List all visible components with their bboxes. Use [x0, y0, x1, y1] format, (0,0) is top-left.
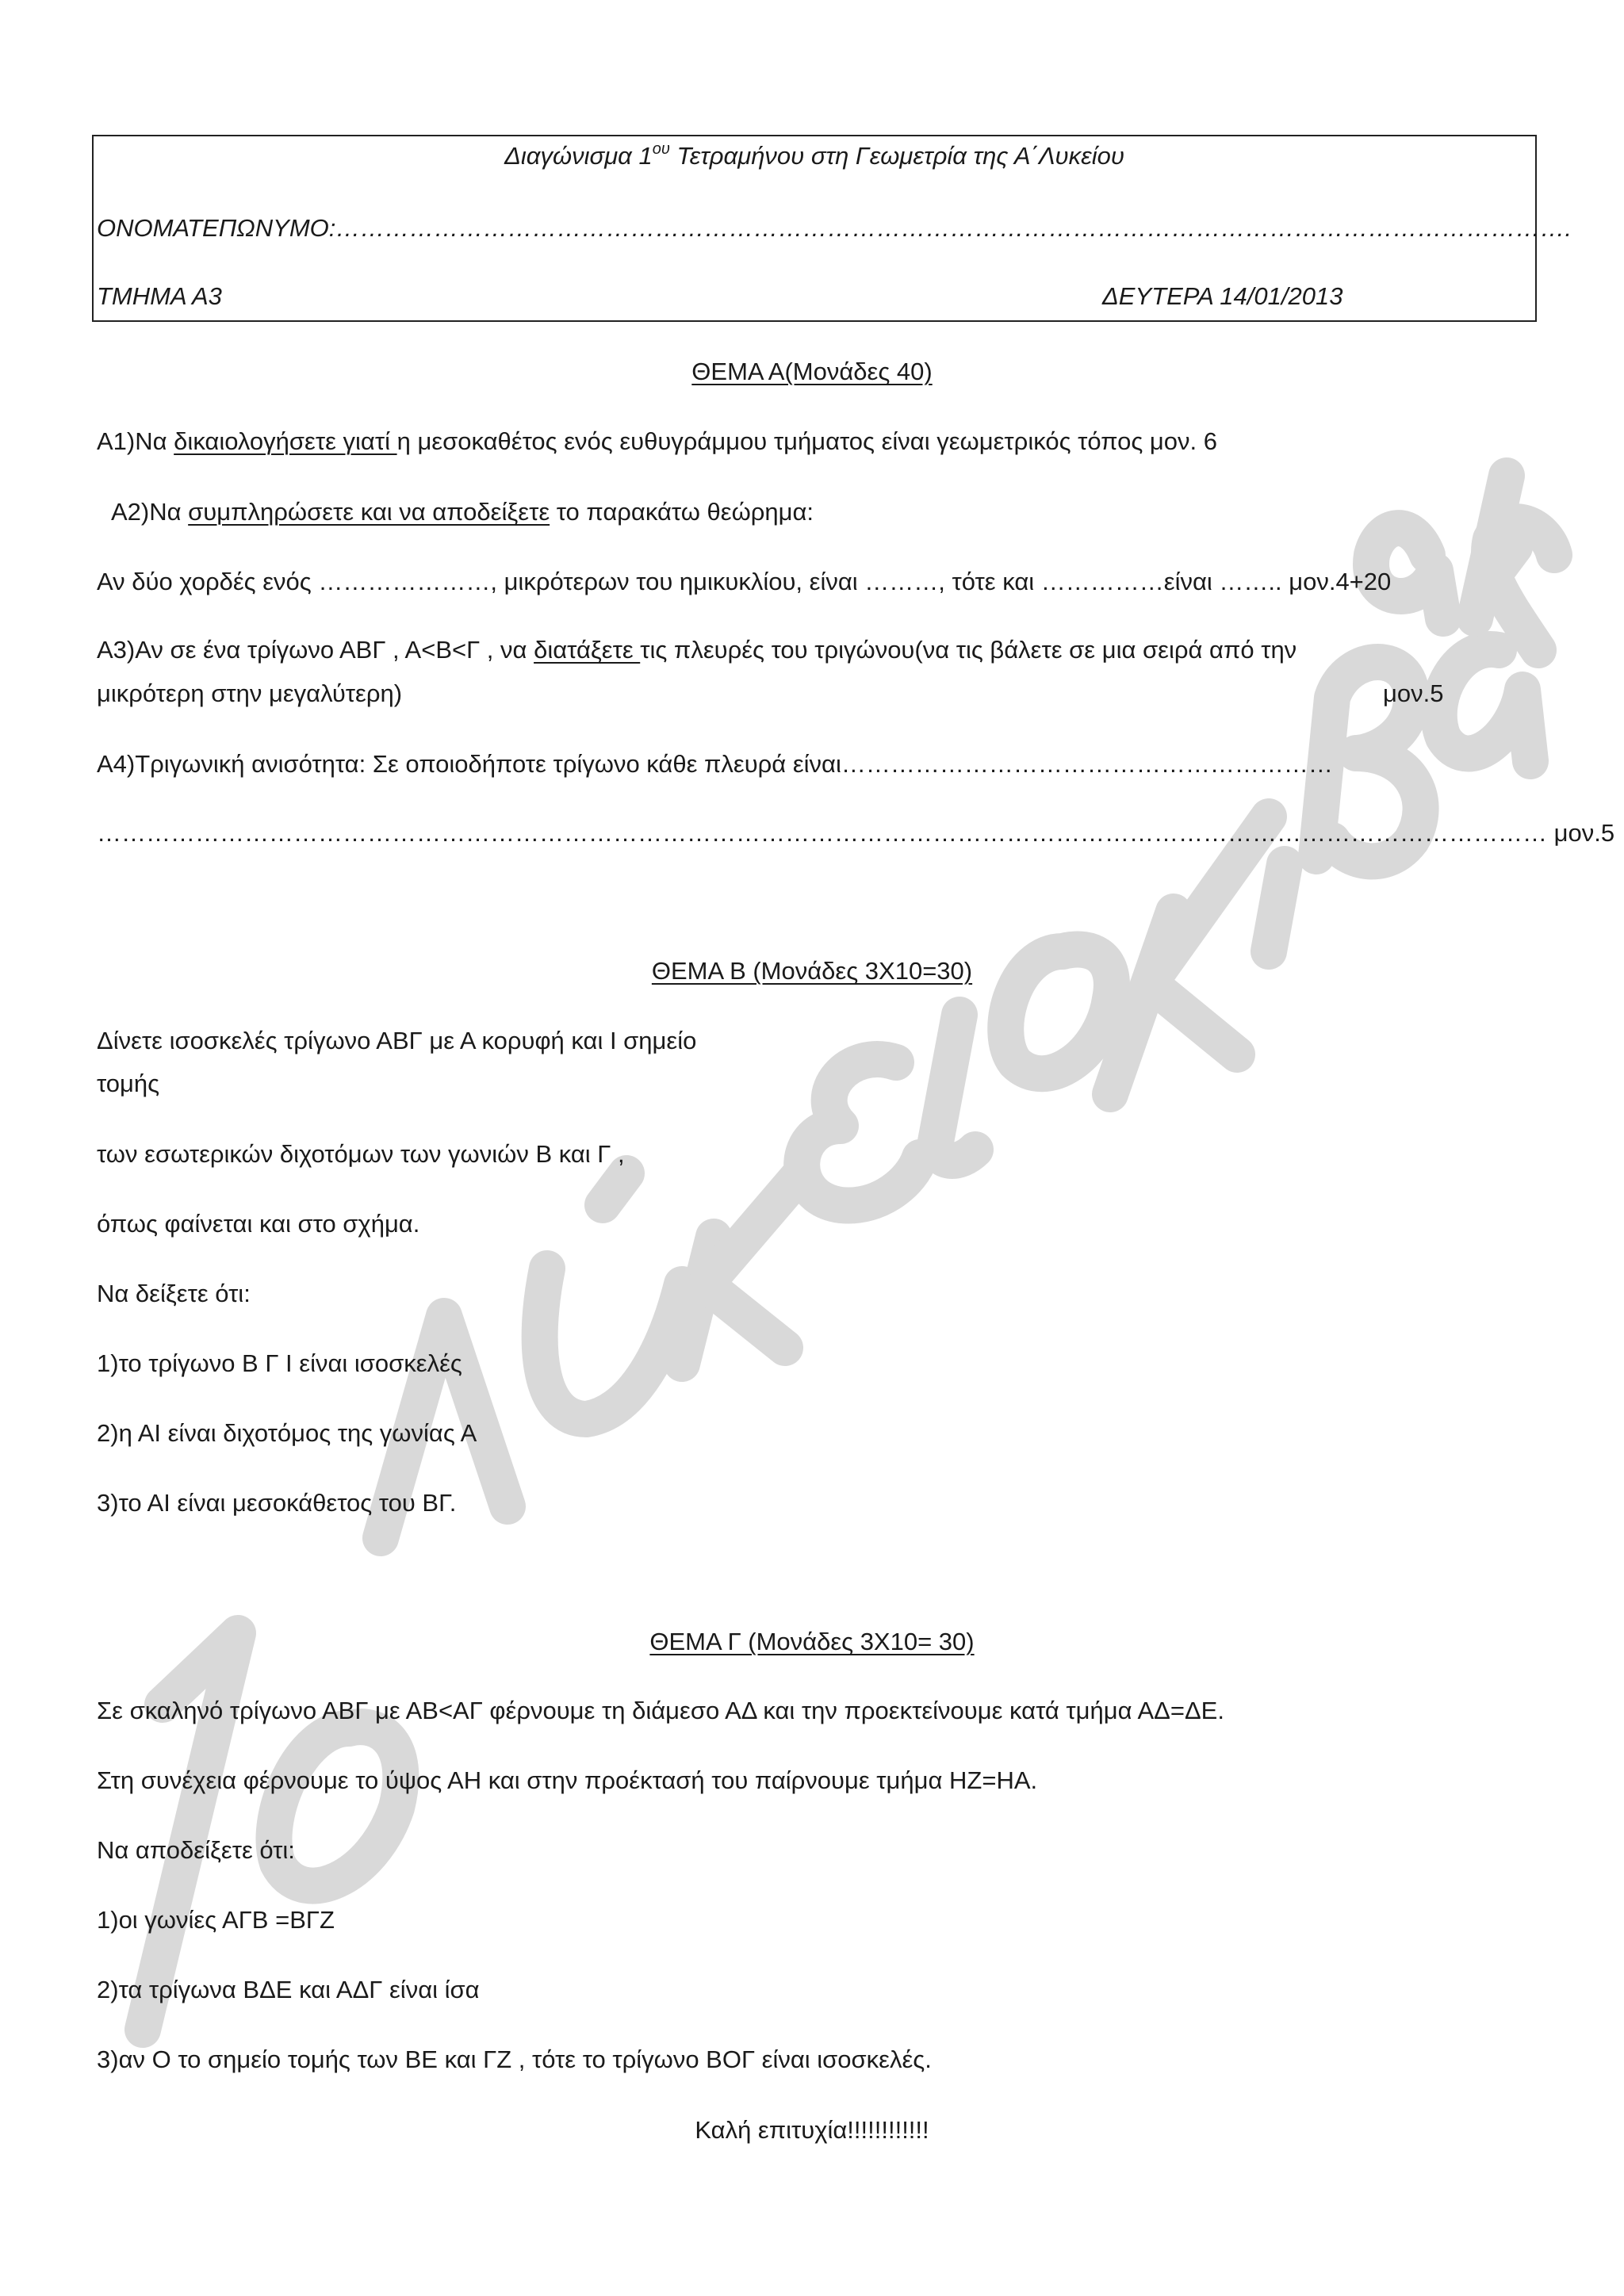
question-a3-continued: μικρότερη στην μεγαλύτερη) — [97, 679, 403, 707]
theme-c-line: Σε σκαληνό τρίγωνο ΑΒΓ με ΑΒ<ΑΓ φέρνουμε τη διάμεσο ΑΔ και την προεκτείνουμε κατά τμήμα ΑΔ=ΔΕ. — [97, 1697, 1224, 1724]
closing-message: Καλή επιτυχία!!!!!!!!!!!! — [695, 2116, 929, 2144]
theme-c-line: 1)οι γωνίες ΑΓΒ =ΒΓΖ — [97, 1906, 335, 1934]
theme-b-line: Δίνετε ισοσκελές τρίγωνο ΑΒΓ με Α κορυφή και Ι σημείο — [97, 1027, 697, 1054]
theme-c-line: Στη συνέχεια φέρνουμε το ύψος ΑΗ και στην προέκτασή του παίρνουμε τμήμα ΗΖ=ΗΑ. — [97, 1766, 1038, 1794]
theme-b-line: 3)το ΑΙ είναι μεσοκάθετος του ΒΓ. — [97, 1489, 457, 1517]
question-a4: Α4)Τριγωνική ανισότητα: Σε οποιοδήποτε τρίγωνο κάθε πλευρά είναι…………………………………………………… — [97, 750, 1333, 778]
theme-c-line: 3)αν Ο το σημείο τομής των ΒΕ και ΓΖ , τότε το τρίγωνο ΒΟΓ είναι ισοσκελές. — [97, 2045, 932, 2073]
theme-b-line: των εσωτερικών διχοτόμων των γωνιών Β και Γ , — [97, 1140, 625, 1168]
class-label: ΤΜΗΜΑ Α3 — [97, 282, 222, 310]
theme-c-line: Να αποδείξετε ότι: — [97, 1836, 295, 1864]
theme-c-heading: ΘΕΜΑ Γ (Μονάδες 3Χ10= 30) — [649, 1628, 975, 1655]
question-a2-statement: Αν δύο χορδές ενός …………………, μικρότερων του ημικυκλίου, είναι ………, τότε και ……………είναι …….. μον.4+20 — [97, 568, 1392, 595]
theme-b-line: όπως φαίνεται και στο σχήμα. — [97, 1210, 420, 1238]
date-label: ΔΕΥΤΕΡΑ 14/01/2013 — [1102, 282, 1343, 310]
question-a2: Α2)Να συμπληρώσετε και να αποδείξετε το παρακάτω θεώρημα: — [111, 498, 814, 526]
question-a3-points: μον.5 — [1383, 679, 1444, 707]
theme-b-line: τομής — [97, 1070, 160, 1097]
exam-title: Διαγώνισμα $1^{o\upsilon}$ Τετραμήνου στη Γεωμετρία της Α΄Λυκείου — [504, 140, 1124, 170]
theme-b-line: Να δείξετε ότι: — [97, 1280, 251, 1307]
theme-b-line: 1)το τρίγωνο Β Γ Ι είναι ισοσκελές — [97, 1349, 462, 1377]
theme-b-heading: ΘΕΜΑ Β (Μονάδες 3Χ10=30) — [651, 957, 973, 985]
theme-c-line: 2)τα τρίγωνα ΒΔΕ και ΑΔΓ είναι ίσα — [97, 1976, 480, 2003]
question-a3: Α3)Αν σε ένα τρίγωνο ΑΒΓ , Α<Β<Γ , να διατάξετε τις πλευρές του τριγώνου(να τις βάλετε σε μια σειρά από την — [97, 636, 1297, 664]
question-a4-continued: …………………………………………………………………………………………………………………………………………………………… μον.5 — [97, 819, 1615, 847]
theme-b-line: 2)η ΑΙ είναι διχοτόμος της γωνίας Α — [97, 1419, 477, 1447]
question-a1: Α1)Να δικαιολογήσετε γιατί η μεσοκαθέτος ενός ευθυγράμμου τμήματος είναι γεωμετρικός τόπος μον. 6 — [97, 427, 1217, 455]
theme-a-heading: ΘΕΜΑ Α(Μονάδες 40) — [691, 358, 933, 385]
name-field: ΟΝΟΜΑΤΕΠΩΝΥΜΟ:……………………………………………………………………………………………………………………………………. — [97, 214, 1572, 242]
